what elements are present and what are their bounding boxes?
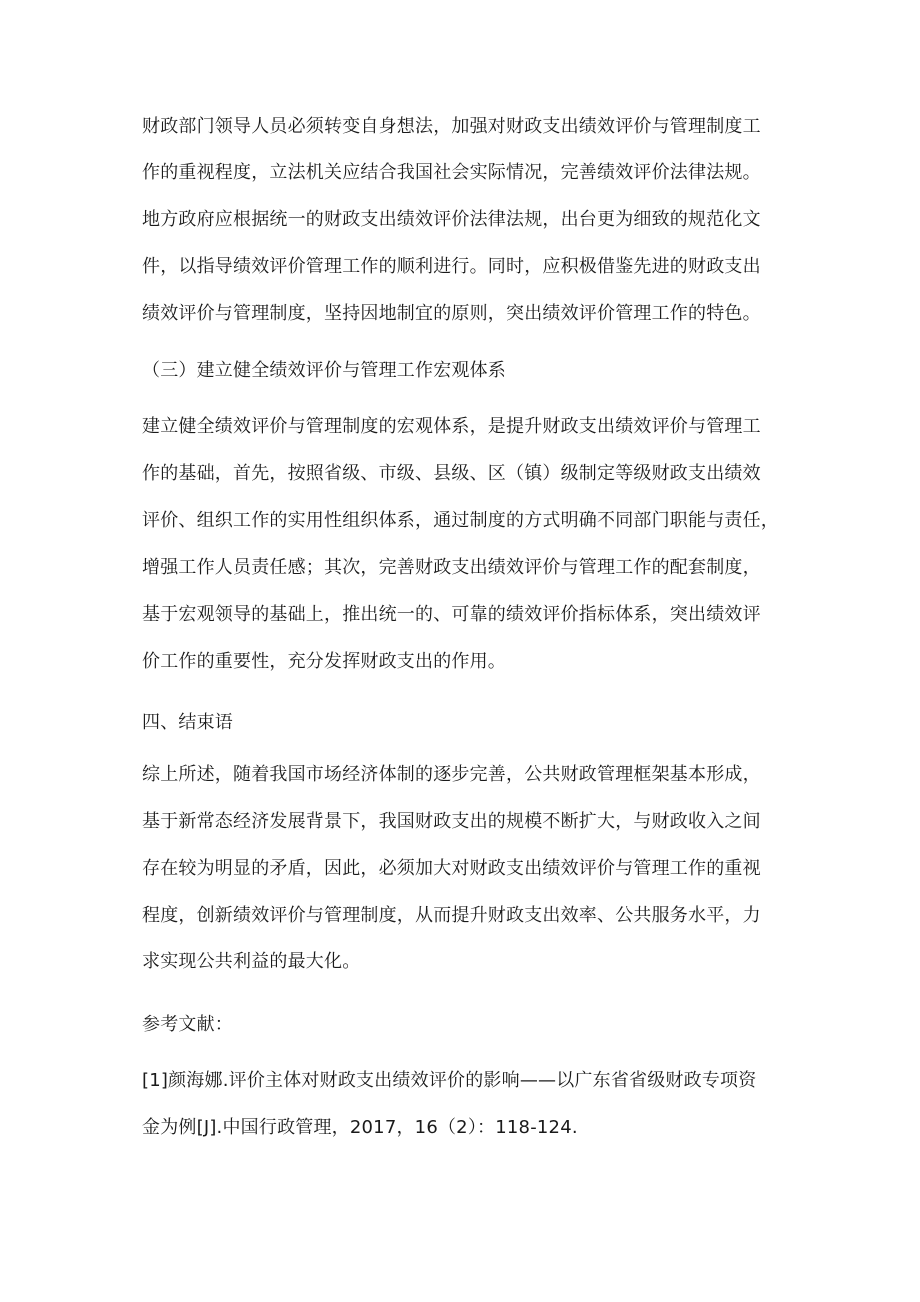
paragraph-1-line-2: 作的重视程度，立法机关应结合我国社会实际情况，完善绩效评价法律法规。	[142, 162, 761, 183]
paragraph-3-line-4: 程度，创新绩效评价与管理制度，从而提升财政支出效率、公共服务水平，力	[142, 905, 761, 926]
paragraph-1-line-5: 绩效评价与管理制度，坚持因地制宜的原则，突出绩效评价管理工作的特色。	[142, 303, 761, 324]
paragraph-3-line-5: 求实现公共利益的最大化。	[142, 951, 361, 972]
paragraph-3-line-2: 基于新常态经济发展背景下，我国财政支出的规模不断扩大，与财政收入之间	[142, 811, 761, 832]
paragraph-2-line-4: 增强工作人员责任感；其次，完善财政支出绩效评价与管理工作的配套制度，	[142, 557, 761, 578]
section-4-title: 四、结束语	[142, 712, 233, 733]
paragraph-2-line-2: 作的基础，首先，按照省级、市级、县级、区（镇）级制定等级财政支出绩效	[142, 463, 761, 484]
paragraph-1-line-1: 财政部门领导人员必须转变自身想法，加强对财政支出绩效评价与管理制度工	[142, 116, 761, 137]
paragraph-1-line-4: 件，以指导绩效评价管理工作的顺利进行。同时，应积极借鉴先进的财政支出	[142, 256, 761, 277]
reference-1-line-1: [1]颜海娜.评价主体对财政支出绩效评价的影响——以广东省省级财政专项资	[142, 1070, 757, 1091]
paragraph-2-line-3: 评价、组织工作的实用性组织体系，通过制度的方式明确不同部门职能与责任，	[142, 510, 779, 531]
subsection-heading: （三）建立健全绩效评价与管理工作宏观体系	[142, 360, 506, 381]
paragraph-2-line-6: 价工作的重要性，充分发挥财政支出的作用。	[142, 651, 506, 672]
reference-1-line-2: 金为例[J].中国行政管理，2017，16（2）：118-124.	[142, 1117, 578, 1138]
paragraph-2-line-5: 基于宏观领导的基础上，推出统一的、可靠的绩效评价指标体系，突出绩效评	[142, 604, 761, 625]
references-title: 参考文献：	[142, 1014, 233, 1035]
paragraph-1-line-3: 地方政府应根据统一的财政支出绩效评价法律法规，出台更为细致的规范化文	[142, 209, 761, 230]
paragraph-3-line-3: 存在较为明显的矛盾，因此，必须加大对财政支出绩效评价与管理工作的重视	[142, 858, 761, 879]
paragraph-2-line-1: 建立健全绩效评价与管理制度的宏观体系，是提升财政支出绩效评价与管理工	[142, 416, 761, 437]
paragraph-3-line-1: 综上所述，随着我国市场经济体制的逐步完善，公共财政管理框架基本形成，	[142, 764, 761, 785]
